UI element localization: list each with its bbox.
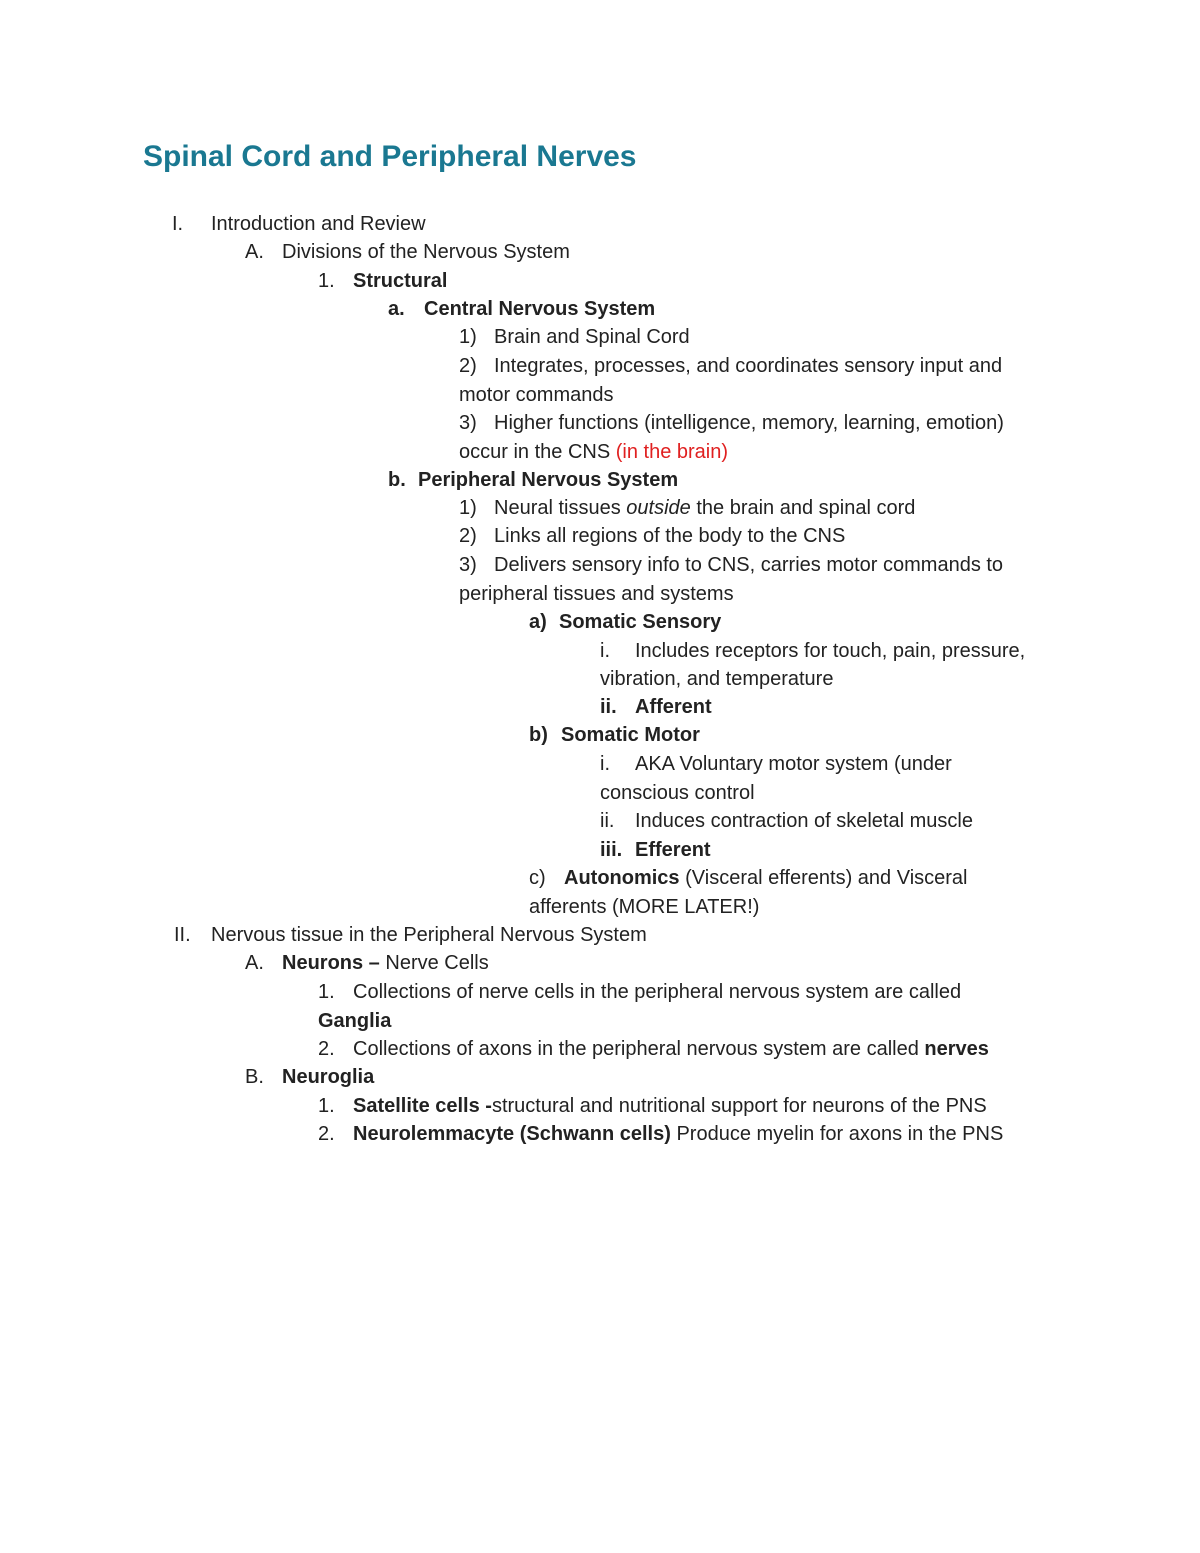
outline-marker: b. — [388, 469, 406, 491]
outline-item: Includes receptors for touch, pain, pressure, — [635, 640, 1026, 662]
outline-item: AKA Voluntary motor system (under — [635, 753, 952, 775]
outline-marker: ii. — [600, 810, 615, 832]
outline-item-continuation: vibration, and temperature — [600, 668, 834, 690]
outline-marker: II. — [174, 924, 191, 946]
section-heading: Introduction and Review — [211, 213, 426, 235]
outline-item: Somatic Sensory — [559, 611, 722, 633]
section-heading: Nervous tissue in the Peripheral Nervous System — [211, 924, 647, 946]
outline-marker: 2. — [318, 1123, 335, 1145]
outline-item-continuation: conscious control — [600, 782, 755, 804]
bold-term: Neurons – — [282, 952, 380, 974]
outline-marker: 3) — [459, 554, 477, 576]
outline-item — [353, 1094, 987, 1118]
bold-term: Satellite cells - — [353, 1095, 492, 1117]
outline-marker: i. — [600, 640, 610, 662]
outline-marker: A. — [245, 952, 264, 974]
item-text: Produce myelin for axons in the PNS — [676, 1123, 1004, 1145]
item-text: Nerve Cells — [385, 952, 489, 974]
outline-item — [564, 866, 968, 890]
outline-item: Central Nervous System — [424, 298, 656, 320]
bold-term: Autonomics — [564, 867, 680, 889]
outline-item: Afferent — [635, 696, 712, 718]
outline-marker: 1) — [459, 497, 477, 519]
outline-marker: a) — [529, 611, 547, 633]
outline-marker: b) — [529, 724, 548, 746]
outline-item — [282, 951, 489, 975]
outline-item: Brain and Spinal Cord — [494, 326, 690, 348]
item-text: the brain and spinal cord — [696, 497, 916, 519]
outline-item: Efferent — [635, 839, 711, 861]
continuation-text: occur in the CNS — [459, 441, 611, 463]
outline-item — [494, 496, 915, 520]
outline-marker: 2) — [459, 525, 477, 547]
outline-marker: 1. — [318, 1095, 335, 1117]
item-text: Collections of axons in the peripheral nervous system are called — [353, 1038, 919, 1060]
outline-marker: 1) — [459, 326, 477, 348]
outline-marker: a. — [388, 298, 405, 320]
page-title: Spinal Cord and Peripheral Nerves — [143, 140, 637, 173]
item-text: Neural tissues — [494, 497, 621, 519]
outline-item: Structural — [353, 270, 448, 292]
outline-item-continuation — [459, 440, 728, 464]
outline-item: Induces contraction of skeletal muscle — [635, 810, 973, 832]
outline-marker: 1. — [318, 981, 335, 1003]
outline-item-continuation: peripheral tissues and systems — [459, 583, 734, 605]
outline-marker: I. — [172, 213, 184, 235]
outline-item: Divisions of the Nervous System — [282, 241, 570, 263]
item-text: (Visceral efferents) and Visceral — [685, 867, 968, 889]
outline-item-continuation: Ganglia — [318, 1010, 392, 1032]
outline-marker: B. — [245, 1066, 264, 1088]
bold-term: Neurolemmacyte (Schwann cells) — [353, 1123, 671, 1145]
outline-item: Neuroglia — [282, 1066, 375, 1088]
outline-marker: 2. — [318, 1038, 335, 1060]
outline-item: Links all regions of the body to the CNS — [494, 525, 846, 547]
outline-item: Delivers sensory info to CNS, carries motor commands to — [494, 554, 1004, 576]
outline-item: Peripheral Nervous System — [418, 469, 679, 491]
outline-marker: A. — [245, 241, 264, 263]
item-text: structural and nutritional support for neurons of the PNS — [491, 1095, 987, 1117]
outline-marker: i. — [600, 753, 610, 775]
outline-marker: ii. — [600, 696, 617, 718]
outline-item-continuation: afferents (MORE LATER!) — [529, 896, 760, 918]
outline-marker: 1. — [318, 270, 335, 292]
outline-item — [353, 1037, 989, 1061]
outline-marker: 2) — [459, 355, 477, 377]
outline-item: Integrates, processes, and coordinates sensory input and — [494, 355, 1003, 377]
outline-item: Higher functions (intelligence, memory, learning, emotion) — [494, 412, 1004, 434]
outline-marker: 3) — [459, 412, 477, 434]
outline-item: Collections of nerve cells in the peripheral nervous system are called — [353, 981, 962, 1003]
highlight-note: (in the brain) — [615, 441, 729, 463]
outline-marker: iii. — [600, 839, 623, 861]
outline-item — [353, 1122, 1003, 1146]
outline-item: Somatic Motor — [561, 724, 700, 746]
outline-marker: c) — [529, 867, 546, 889]
bold-term: nerves — [924, 1038, 989, 1060]
outline-item-continuation: motor commands — [459, 384, 614, 406]
emphasis-text: outside — [626, 497, 691, 519]
